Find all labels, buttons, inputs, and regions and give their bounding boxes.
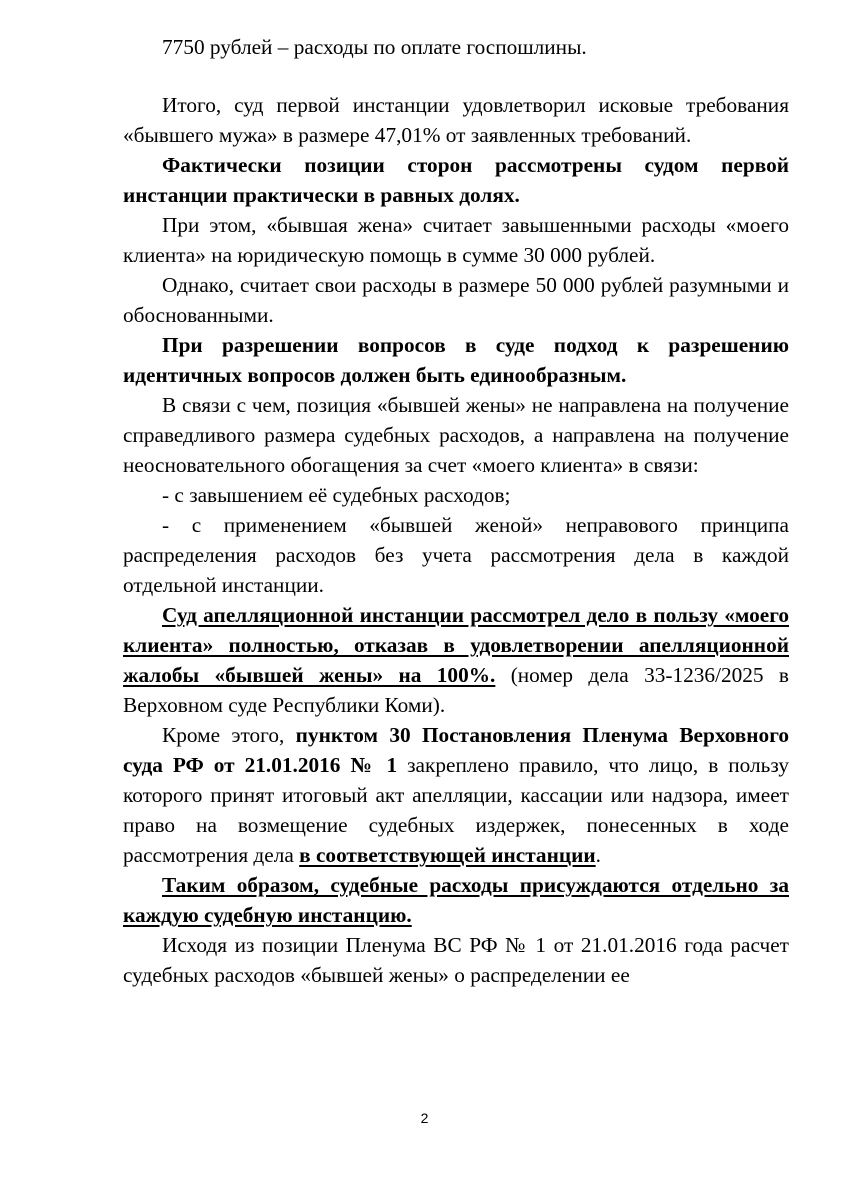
document-body [123,32,789,990]
blank-line [123,62,789,90]
paragraph-itogo: Итого, суд первой инстанции удовлетворил исковые требования «бывшего мужа» в размере 47,01% от заявленных требований. [123,93,789,147]
paragraph-v-svyazi: В связи с чем, позиция «бывшей жены» не направлена на получение справедливого размера судебных расходов, а направлена на получение неосновательного обогащения за счет «моего клиента» в связи: [123,393,789,477]
paragraph-odnako: Однако, считает свои расходы в размере 50 000 рублей разумными и обоснованными. [123,273,789,327]
plenum-end: . [595,843,601,867]
paragraph-conclusion-bold-underlined: Таким образом, судебные расходы присуждаются отдельно за каждую судебную инстанцию. [123,873,789,927]
paragraph-uniform-approach-bold: При разрешении вопросов в суде подход к разрешению идентичных вопросов должен быть единообразным. [123,333,789,387]
paragraph-pri-etom: При этом, «бывшая жена» считает завышенными расходы «моего клиента» на юридическую помощь в сумме 30 000 рублей. [123,213,789,267]
paragraph-plenum [123,720,789,870]
plenum-intro: Кроме этого, [162,723,296,747]
plenum-rule-text: закреплено правило, что лицо, в пользу которого принят итоговый акт апелляции, кассации или надзора, имеет право на возмещение судебных издержек, понесенных в ходе рассмотрения дела [123,753,789,867]
instance-emphasis: в соответствующей инстанции [299,843,596,867]
page-number: 2 [420,1110,429,1126]
list-item-principle: - с применением «бывшей женой» неправового принципа распределения расходов без учета рассмотрения дела в каждой отдельной инстанции. [123,513,789,597]
paragraph-appeal [123,600,789,720]
plenum-reference-bold: пунктом 30 Постановления Пленума Верховного суда РФ от 21.01.2016 № 1 [123,723,789,777]
paragraph-gosposhlina: 7750 рублей – расходы по оплате госпошлины. [162,35,587,59]
case-number-text: (номер дела 33-1236/2025 в Верховном суде Республики Коми). [123,663,789,717]
paragraph-ishodya: Исходя из позиции Пленума ВС РФ № 1 от 21.01.2016 года расчет судебных расходов «бывшей жены» о распределении ее [123,933,789,987]
paragraph-positions-bold: Фактически позиции сторон рассмотрены судом первой инстанции практически в равных долях. [123,153,789,207]
list-item-overstated: - с завышением её судебных расходов; [162,483,511,507]
appeal-statement-bold-underlined: Суд апелляционной инстанции рассмотрел дело в пользу «моего клиента» полностью, отказав в удовлетворении апелляционной жалобы «бывшей жены» на 100%. [123,603,789,687]
